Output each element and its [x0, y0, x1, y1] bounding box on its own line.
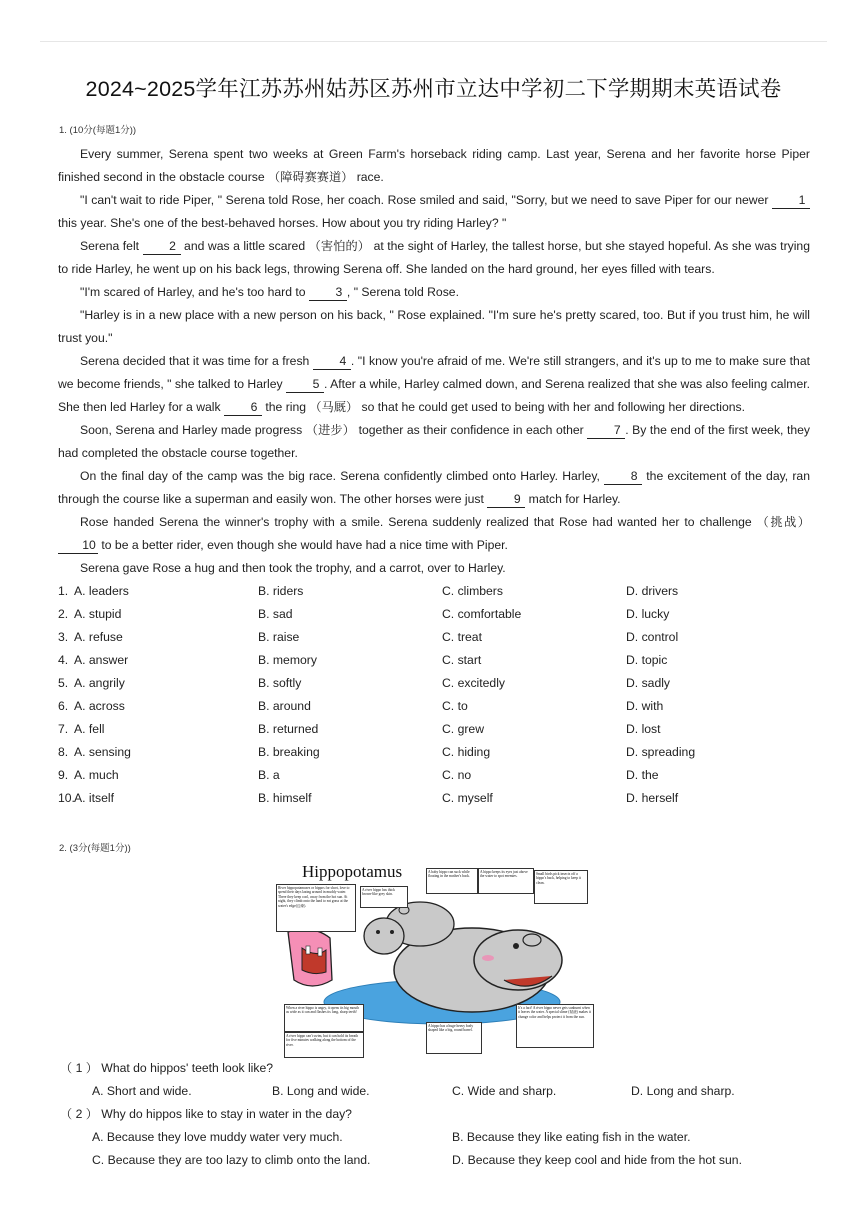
option-b[interactable]: B. a: [258, 768, 280, 782]
passage-text: Serena decided that it was time for a fresh: [80, 354, 313, 368]
option-d[interactable]: D. control: [626, 630, 679, 644]
question-2-1-option-a[interactable]: A. Short and wide.: [92, 1084, 192, 1098]
option-d[interactable]: D. the: [626, 768, 659, 782]
option-row: [58, 718, 818, 741]
cloze-blank[interactable]: 2: [143, 238, 181, 255]
infographic-note: When a river hippo is angry, it opens its big mouth as wide as it can and flashes its long, sharp teeth!: [284, 1004, 364, 1032]
cloze-blank[interactable]: 7: [587, 422, 625, 439]
option-number: 10.: [58, 791, 75, 805]
option-a[interactable]: A. sensing: [74, 745, 131, 759]
option-b[interactable]: B. memory: [258, 653, 317, 667]
option-d[interactable]: D. herself: [626, 791, 679, 805]
option-b[interactable]: B. raise: [258, 630, 300, 644]
passage-text: Serena gave Rose a hug and then took the trophy, and a carrot, over to Harley.: [80, 561, 506, 575]
passage-text: Every summer, Serena spent two weeks at Green Farm's horseback riding camp. Last year, Serena and her favorite horse Piper finished second in the obstacle course （障碍赛赛道） race.: [58, 147, 810, 184]
passage-text: the ring （马厩） so that he could get used to being with her and following her directions.: [261, 400, 746, 414]
passage-text: the excitement of the day, ran through the course like a superman and easily won. The other horses were just: [58, 469, 810, 506]
passage-text: . By the end of the first week, they had completed the obstacle course together.: [58, 423, 810, 460]
option-c[interactable]: C. hiding: [442, 745, 491, 759]
option-row: [58, 580, 818, 603]
passage-paragraph: [58, 281, 810, 304]
option-row: [58, 787, 818, 810]
option-b[interactable]: B. softly: [258, 676, 302, 690]
option-row: [58, 649, 818, 672]
option-number: 2.: [58, 607, 69, 621]
option-d[interactable]: D. sadly: [626, 676, 671, 690]
option-row: [58, 695, 818, 718]
question-2-2-option-a[interactable]: A. Because they love muddy water very much.: [92, 1130, 343, 1144]
option-c[interactable]: C. comfortable: [442, 607, 522, 621]
infographic-note: A river hippo has thick brown-like grey skin.: [360, 886, 408, 908]
option-number: 5.: [58, 676, 69, 690]
infographic-note: A baby hippo can suck while floating in the mother's back.: [426, 868, 478, 894]
passage-text: "I can't wait to ride Piper, " Serena told Rose, her coach. Rose smiled and said, "Sorry, but we need to save Piper for our newer: [80, 193, 772, 207]
question-1-header: 1. (10分(每题1分)): [59, 125, 137, 136]
option-row: [58, 626, 818, 649]
option-d[interactable]: D. topic: [626, 653, 668, 667]
option-d[interactable]: D. drivers: [626, 584, 679, 598]
passage-text: Soon, Serena and Harley made progress （进步） together as their confidence in each other: [80, 423, 588, 437]
passage-paragraph: [58, 419, 810, 465]
passage-text: Rose handed Serena the winner's trophy with a smile. Serena suddenly realized that Rose had wanted her to challenge （挑战）: [80, 515, 810, 529]
question-2-2-stem: （ 2 ） Why do hippos like to stay in water in the day?: [60, 1107, 352, 1121]
option-d[interactable]: D. spreading: [626, 745, 696, 759]
option-b[interactable]: B. sad: [258, 607, 293, 621]
passage-text: match for Harley.: [525, 492, 621, 506]
cloze-blank[interactable]: 8: [604, 468, 642, 485]
passage-paragraph: [58, 304, 810, 350]
option-d[interactable]: D. lost: [626, 722, 661, 736]
hippopotamus-infographic: [272, 862, 596, 1056]
question-2-2-option-c[interactable]: C. Because they are too lazy to climb onto the land.: [92, 1153, 371, 1167]
option-a[interactable]: A. fell: [74, 722, 105, 736]
passage-text: , " Serena told Rose.: [346, 285, 459, 299]
infographic-note: A river hippo can't swim, but it can hold its breath for five minutes walking along the bottom of the river.: [284, 1032, 364, 1058]
passage-text: Serena felt: [80, 239, 143, 253]
infographic-title: Hippopotamus: [302, 862, 403, 881]
option-number: 6.: [58, 699, 69, 713]
cloze-blank[interactable]: 1: [772, 192, 810, 209]
option-row: [58, 764, 818, 787]
question-2-2-option-d[interactable]: D. Because they keep cool and hide from the hot sun.: [452, 1153, 742, 1167]
question-2-2-option-b[interactable]: B. Because they like eating fish in the water.: [452, 1130, 691, 1144]
option-a[interactable]: A. leaders: [74, 584, 129, 598]
option-b[interactable]: B. returned: [258, 722, 319, 736]
cloze-blank[interactable]: 10: [58, 537, 98, 554]
question-2-1-option-b[interactable]: B. Long and wide.: [272, 1084, 370, 1098]
option-number: 9.: [58, 768, 69, 782]
option-c[interactable]: C. grew: [442, 722, 484, 736]
page-title: 2024~2025学年江苏苏州姑苏区苏州市立达中学初二下学期期末英语试卷: [85, 77, 782, 101]
option-number: 4.: [58, 653, 69, 667]
question-2-1-option-c[interactable]: C. Wide and sharp.: [452, 1084, 557, 1098]
passage-paragraph: [58, 235, 810, 281]
passage-text: "Harley is in a new place with a new person on his back, " Rose explained. "I'm sure he's pretty scared, too. But if you trust him, he will trust you.": [58, 308, 810, 345]
passage-text: to be a better rider, even though she would have had a nice time with Piper.: [98, 538, 508, 552]
option-c[interactable]: C. myself: [442, 791, 493, 805]
passage-text: . After a while, Harley calmed down, and Serena realized that she was also feeling calmer. She then led Harley for a walk: [58, 377, 810, 414]
option-d[interactable]: D. lucky: [626, 607, 670, 621]
option-a[interactable]: A. stupid: [74, 607, 122, 621]
passage-paragraph: [58, 189, 810, 235]
option-c[interactable]: C. no: [442, 768, 472, 782]
infographic-note: A hippo has a huge heavy body shaped like a big, round barrel.: [426, 1022, 482, 1054]
option-number: 1.: [58, 584, 69, 598]
option-a[interactable]: A. answer: [74, 653, 129, 667]
passage-text: "I'm scared of Harley, and he's too hard to: [80, 285, 309, 299]
infographic-note: Small birds pick insects off a hippo's back, helping to keep it clean.: [534, 870, 588, 904]
option-c[interactable]: C. start: [442, 653, 482, 667]
infographic-note: River hippopotamuses or hippos for short, love to spend their days lazing around in muddy water. There they keep cool, away from the hot sun. At night, they climb onto the land to eat grass at the water's edge(边缘).: [276, 884, 356, 932]
option-number: 8.: [58, 745, 69, 759]
option-d[interactable]: D. with: [626, 699, 664, 713]
option-c[interactable]: C. climbers: [442, 584, 503, 598]
passage-text: On the final day of the camp was the big race. Serena confidently climbed onto Harley. Harley,: [80, 469, 605, 483]
passage-text: and was a little scared （害怕的） at the sight of Harley, the tallest horse, but she stayed hopeful. As she was trying to ride Harley, he went up on his back legs, throwing Serena off. She landed on the hard ground, her eyes filled with tears.: [58, 239, 810, 276]
passage-paragraph: [58, 465, 810, 511]
cloze-blank[interactable]: 6: [224, 399, 262, 416]
option-number: 3.: [58, 630, 69, 644]
option-a[interactable]: A. refuse: [74, 630, 123, 644]
passage-paragraph: [58, 511, 810, 557]
cloze-blank[interactable]: 5: [286, 376, 324, 393]
option-a[interactable]: A. angrily: [74, 676, 125, 690]
passage-text: . "I know you're afraid of me. We're still strangers, and it's up to me to make sure that we become friends, " she talked to Harley: [58, 354, 810, 391]
infographic-note: A hippo keeps its eyes just above the water to spot enemies.: [478, 868, 534, 894]
option-row: [58, 672, 818, 695]
infographic-note: It's a fact! A river hippo never gets sunburnt when it leaves the water. A special slime (黏液) makes it change color and helps protect it from the sun.: [516, 1004, 594, 1048]
cloze-blank[interactable]: 9: [487, 491, 525, 508]
passage-paragraph: [58, 350, 810, 419]
option-a[interactable]: A. across: [74, 699, 125, 713]
passage-text: this year. She's one of the best-behaved horses. How about you try riding Harley? ": [58, 216, 507, 230]
question-2-header: 2. (3分(每题1分)): [59, 843, 131, 854]
passage-paragraph: [58, 557, 810, 580]
option-c[interactable]: C. treat: [442, 630, 482, 644]
option-b[interactable]: B. breaking: [258, 745, 320, 759]
cloze-options: [58, 580, 818, 810]
question-2-1-stem: （ 1 ） What do hippos' teeth look like?: [60, 1061, 274, 1075]
option-b[interactable]: B. himself: [258, 791, 312, 805]
option-number: 7.: [58, 722, 69, 736]
option-b[interactable]: B. riders: [258, 584, 304, 598]
option-row: [58, 603, 818, 626]
option-row: [58, 741, 818, 764]
cloze-blank[interactable]: 4: [313, 353, 351, 370]
option-a[interactable]: A. much: [74, 768, 119, 782]
question-2-1-option-d[interactable]: D. Long and sharp.: [631, 1084, 735, 1098]
passage-paragraph: [58, 143, 810, 189]
option-c[interactable]: C. excitedly: [442, 676, 505, 690]
cloze-passage: [58, 143, 810, 580]
cloze-blank[interactable]: 3: [309, 284, 347, 301]
option-c[interactable]: C. to: [442, 699, 468, 713]
option-b[interactable]: B. around: [258, 699, 311, 713]
option-a[interactable]: A. itself: [74, 791, 114, 805]
top-divider: [40, 41, 827, 42]
